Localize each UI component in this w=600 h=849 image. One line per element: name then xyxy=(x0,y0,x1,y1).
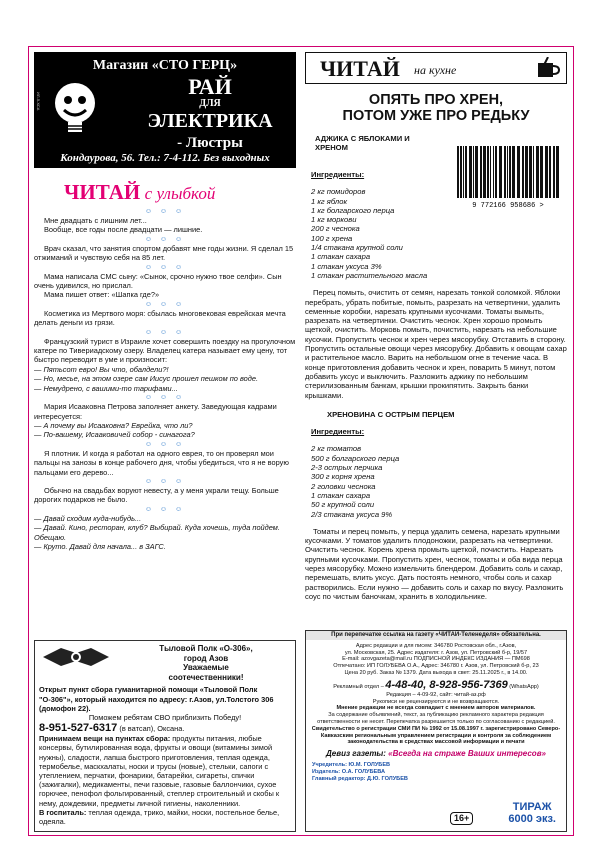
ingredient-item: 300 г корня хрена xyxy=(311,472,375,482)
ingredient-item: 1 стакан сахара xyxy=(311,490,371,500)
regiment-box xyxy=(34,640,296,832)
barcode-bar xyxy=(549,146,551,198)
smiley-icons: ☺ ☺ ☺ xyxy=(144,300,186,308)
imprint-line: E-mail: azovgazeta@mail.ru ПОДПИСНОЙ ИНДЕКС ИЗДАНИЯ — ПМ698 xyxy=(342,656,530,663)
ad-line2: ДЛЯ xyxy=(199,98,221,109)
barcode-bar xyxy=(553,146,555,198)
joke-line: Мама пишет ответ: «Шапка где?» xyxy=(44,290,160,300)
barcode-bar xyxy=(480,146,482,198)
cup-icon xyxy=(536,57,560,79)
barcode-bar xyxy=(517,146,520,198)
recipe-1-title: АДЖИКА С ЯБЛОКАМИ И ХРЕНОМ xyxy=(315,134,410,152)
ingredient-item: 200 г чеснока xyxy=(311,224,360,234)
regiment-call: Поможем ребятам СВО приблизить Победу! xyxy=(88,712,242,722)
ingredients-label-2: Ингредиенты: xyxy=(311,427,365,437)
emblem-icon xyxy=(41,644,111,670)
barcode-bar xyxy=(493,146,494,198)
ingredient-item: 1 кг яблок xyxy=(311,196,348,206)
kitchen-logo xyxy=(305,52,567,84)
joke-line: — Пятьсот евро! Вы что, обалдели?! xyxy=(34,364,169,374)
staff-founder: Учредитель: Ю.М. ГОЛУБЕВ xyxy=(312,762,391,769)
ingredients-list-2 xyxy=(311,444,567,518)
age-rating-badge: 16+ xyxy=(450,812,473,825)
ingredient-item: 1 кг болгарского перца xyxy=(311,205,395,215)
joke-line: Мария Исааковна Петрова заполняет анкету. Заведующая кадрами интересуется: xyxy=(34,402,277,421)
barcode-bar xyxy=(545,146,548,198)
barcode-bar xyxy=(475,146,478,198)
regiment-items xyxy=(39,734,291,808)
joke-line: Мне двадцать с лишним лет... xyxy=(44,216,147,225)
imprint-box xyxy=(305,630,567,832)
barcode-bar xyxy=(487,146,489,198)
barcode-bar xyxy=(490,146,491,198)
lightbulb-icon xyxy=(44,78,106,140)
motto-label: Девиз газеты: xyxy=(326,749,386,759)
joke-line: Я плотник. И когда я работал на одного еврея, то он проверял мои пальцы на занозы в конце рабочего дня, чтобы убедиться, что я не ворую пальцами его дерево... xyxy=(34,448,289,477)
barcode-bar xyxy=(522,146,524,198)
logo-main: ЧИТАЙ xyxy=(320,56,400,81)
barcode-bar xyxy=(536,146,539,198)
regiment-greeting-2: соотечественники! xyxy=(168,672,244,682)
ingredient-item: 1 стакан сахара xyxy=(311,252,371,262)
barcode-bar xyxy=(463,146,464,198)
barcode-bar xyxy=(495,146,497,198)
ad-code: ИЛ-5-ХСА xyxy=(36,92,41,111)
ingredient-item: 500 г болгарского перца xyxy=(311,453,400,463)
ingredient-item: 1 кг моркови xyxy=(311,215,357,225)
regiment-items-text: продукты питания, любые консервы, бутилированная вода, фрукты и овощи (витамины зимой нужны), сладости, лапша быстрого приготовления, теплая одежда, термобелье, маскхалаты, носки и трусы (новые), стельки, сапоги с утеплением, перчатки, фонарики, батарейки, сигареты, спички (зажигалки), медикаменты, печи газовые, газовые баллончики, сухое горючее, пенофол фольгированный, степлер строительный и скобы к нему, дождевики, предметы личной гигиены, наколенники. xyxy=(39,734,280,808)
barcode-bar xyxy=(529,146,532,198)
regiment-hospital-lead: В госпиталь: xyxy=(39,807,87,817)
regiment-phone-note: (в ватсап), Оксана. xyxy=(119,724,185,734)
joke-line: Врач сказал, что занятия спортом добавят мне годы жизни. Я сделал 15 отжиманий и чувствую себя на 85 лет. xyxy=(34,243,294,263)
smiley-icons: ☺ ☺ ☺ xyxy=(144,208,186,215)
left-column xyxy=(34,52,296,832)
joke-line: — Но, месье, на этом озере сам Иисус прошел пешком по воде. xyxy=(34,374,259,384)
ad-slogan xyxy=(126,76,294,152)
ingredient-item: 100 г хрена xyxy=(311,233,353,243)
recipe-2-title: ХРЕНОВИНА С ОСТРЫМ ПЕРЦЕМ xyxy=(327,409,455,419)
barcode-bar xyxy=(499,146,502,198)
staff-editor: Главный редактор: Д.Ю. ГОЛУБЕВ xyxy=(312,775,408,782)
joke-line: — Немудрено, с вашими-то тарифами... xyxy=(34,383,178,393)
joke-line: — А почему вы Исааковна? Еврейка, что ли? xyxy=(34,420,193,430)
tirage-value: 6000 экз. xyxy=(508,813,556,825)
smiley-icons: ☺ ☺ ☺ xyxy=(144,477,186,485)
ingredient-item: 2 головки чеснока xyxy=(311,481,376,491)
regiment-heading xyxy=(121,644,291,682)
smiley-icons: ☺ ☺ ☺ xyxy=(144,440,186,448)
barcode-bar xyxy=(540,146,543,198)
humor-heading xyxy=(64,180,296,205)
barcode-bar xyxy=(509,146,511,198)
barcode-bar xyxy=(507,146,508,198)
imprint-note: Мнение редакции не всегда совпадает с мнением авторов материалов. xyxy=(336,705,536,712)
ad-line3: ЭЛЕКТРИКА xyxy=(147,110,273,132)
barcode-bar xyxy=(525,146,528,198)
barcode-bar xyxy=(457,146,459,198)
ingredient-item: 2/3 стакана уксуса 9% xyxy=(311,509,393,519)
imprint-line: Отпечатано: ИП ГОЛУБЕВА О.А., Адрес: 346780 г. Азов, ул. Петровский б-р, 23 xyxy=(333,663,539,670)
staff-publisher: Издатель: О.А. ГОЛУБЕВА xyxy=(312,768,386,775)
barcode-bar xyxy=(483,146,486,198)
ad-department-whatsapp: (WhatsApp) xyxy=(509,683,539,690)
staff-list xyxy=(306,762,566,782)
ingredients-label-1: Ингредиенты: xyxy=(311,170,365,179)
barcode-bar xyxy=(512,146,515,198)
article-headline xyxy=(305,92,567,124)
humor-subtitle: с улыбкой xyxy=(144,184,216,203)
imprint-note: За содержание объявлений, текст, за публикацию рекламного характера редакция ответственности не несет. Перепечатка разрешается только по согласованию с редакцией. xyxy=(317,712,555,725)
smiley-icons: ☺ ☺ ☺ xyxy=(144,505,186,513)
joke-line: Обычно на свадьбах воруют невесту, а у меня украли тещу. Больше дорогих подарков не было. xyxy=(34,485,279,505)
logo-sub: на кухне xyxy=(414,63,457,77)
jokes-list xyxy=(34,207,296,551)
barcode-bar xyxy=(473,146,474,198)
imprint-line: ул. Московская, 25. Адрес издателя: г. Азов, ул. Петровский б-р, 19/57 xyxy=(344,649,528,656)
regiment-greeting: Уважаемые xyxy=(183,663,229,673)
ingredient-item: 1/4 стакана крупной соли xyxy=(311,243,403,253)
recipe-2-text: Томаты и перец помыть, у перца удалить семена, нарезать крупными кусочками. У томатов удалить плодоножки, разрезать на четвертинки. Очистить чеснок. Корень хрена промыть щеткой, почистить. Нарезать крупными кусочками. Пропустить хрен, чеснок, томаты и оба вида перца через мясорубку. Можно измельчить блендером. Добавить соль и сахар, перемешать, влить уксус. Дать постоять немного, чтобы соль и сахар растворились. Если нужно — добавить соль и сахар по вкусу. Разложить соус по чистым баночкам, хранить в холодильнике. xyxy=(305,526,564,601)
barcode-bar xyxy=(533,146,534,198)
ingredient-item: 2 кг помидоров xyxy=(311,187,366,197)
joke-line: — Круто. Давай для начала... в ЗАГС. xyxy=(34,541,166,551)
ingredient-item: 1 стакан растительного масла xyxy=(311,270,428,280)
barcode-bar xyxy=(465,146,467,198)
ingredient-item: 1 стакан уксуса 3% xyxy=(311,261,382,271)
regiment-title: Тыловой Полк «О-306», xyxy=(159,644,253,653)
regiment-phone: 8-951-527-6317 xyxy=(39,722,118,735)
ad-line1: РАЙ xyxy=(188,74,232,99)
headline-line-2: ПОТОМ УЖЕ ПРО РЕДЬКУ xyxy=(342,108,530,124)
store-ad xyxy=(34,52,296,168)
joke-line: — По-вашему, Исааковичей собор - синагога? xyxy=(34,430,195,440)
joke-line: — Давай. Кино, ресторан, клуб? Выбирай. Куда хочешь, туда пойдем. Обещаю. xyxy=(34,523,280,542)
imprint-note: Свидетельство о регистрации СМИ ПИ № 1992 от 15.08.1997 г. зарегистрировано Северо-Кавказским региональным управлением регистрации и контроля за соблюдением законодательства в средствах массовой информации и печати xyxy=(311,725,561,746)
imprint-line: Цена 20 руб. Заказ № 1379. Дата выхода в свет: 25.11.2025 г., в 14.00. xyxy=(344,669,528,676)
ad-line4: - Люстры xyxy=(177,135,243,151)
store-name: Магазин «СТО ГЕРЦ» xyxy=(92,58,238,73)
barcode-bar xyxy=(469,146,472,198)
joke-line: Французский турист в Израиле хочет совершить поездку на прогулочном катере по Тивериадскому озеру. Владелец катера называет ему цену, тот быстро переводит в уме и произносит: xyxy=(34,336,296,365)
barcode-bar xyxy=(460,146,462,198)
store-address: Кондаурова, 56. Тел.: 7-4-112. Без выходных xyxy=(60,152,270,164)
regiment-address: Открыт пункт сбора гуманитарной помощи «Тыловой Полк "О-306"», который находится по адресу: г.Азов, ул.Толстого 306 (домофон 22). xyxy=(39,685,274,713)
imprint-top: При перепечатке ссылка на газету «ЧИТАЙ-Теленеделя» обязательна. xyxy=(306,631,566,640)
editorial-phone: Редакция – 4-09-92, сайт: читай-аз.рф xyxy=(386,691,486,698)
right-column xyxy=(305,52,567,832)
ingredient-item: 50 г крупной соли xyxy=(311,500,375,510)
recipe-1-text: Перец помыть, очистить от семян, нарезать тонкой соломкой. Яблоки перебрать, убрать побитые, помыть, разрезать на четвертинки, удалить семенные коробки, нарезать крупными кусочками. Томаты вымыть, разрезать на четвертинки. Очистить чеснок. Хрен хорошо промыть щеткой, очистить. Морковь помыть, почистить, нарезать на небольшие кусочки. Пропустить чеснок и хрен через мясорубку. Отставить в сторону. Пропустить остальные овощи через мясорубку. Добавить к овощам сахар и растительное масло. Варить на небольшом огне в течение часа. В конце приготовления добавить чеснок и хрен, поварить 5 минут, потом добавить уксус и выключить. Разложить аджику по небольшим стерилизованным банкам, крышки прокипятить. Закрыть банки крышками. xyxy=(305,288,567,400)
motto-text: «Всегда на страже Ваших интересов» xyxy=(388,749,546,759)
ad-department xyxy=(306,679,566,692)
motto xyxy=(306,749,566,759)
smiley-icons: ☺ ☺ ☺ xyxy=(144,394,186,402)
ingredient-item: 2-3 острых перчика xyxy=(311,463,383,473)
smiley-icons: ☺ ☺ ☺ xyxy=(144,235,186,243)
joke-line: Мама написала СМС сыну: «Сынок, срочно нужно твое селфи». Сын очень удивился, но прислал. xyxy=(34,271,282,291)
smiley-icons: ☺ ☺ ☺ xyxy=(144,263,186,271)
recipe-body xyxy=(305,170,567,601)
joke-line: Косметика из Мертвого моря: сбылась многовековая еврейская мечта делать деньги из грязи. xyxy=(34,308,286,328)
tirage-label: ТИРАЖ xyxy=(512,801,552,813)
headline-line-1: ОПЯТЬ ПРО ХРЕН, xyxy=(368,92,504,108)
ad-department-label: Рекламный отдел – xyxy=(333,683,384,690)
ad-department-phones: 4-48-40, 8-928-956-7369 xyxy=(385,678,508,691)
regiment-hospital-text: теплая одежда, трико, майки, носки, постельное белье, одеяла. xyxy=(39,807,280,827)
barcode-bar xyxy=(504,146,506,198)
barcode-bar xyxy=(556,146,559,198)
imprint-note: Рукописи не рецензируются и не возвращаются. xyxy=(372,698,500,705)
ingredient-item: 2 кг томатов xyxy=(311,444,362,454)
regiment-phone-line xyxy=(39,722,291,734)
barcode xyxy=(453,144,563,210)
regiment-hospital xyxy=(39,808,291,826)
joke-line: — Давай сходим куда-нибудь... xyxy=(34,513,142,523)
barcode-number: 9 772166 958686 > xyxy=(472,202,544,210)
tirage xyxy=(508,801,556,825)
regiment-items-lead: Принимаем вещи на пунктах сбора: xyxy=(39,734,171,744)
humor-title: ЧИТАЙ xyxy=(64,180,141,204)
regiment-city: город Азов xyxy=(183,653,229,663)
smiley-icons: ☺ ☺ ☺ xyxy=(144,328,186,336)
imprint-line: Адрес редакции и для писем: 346780 Ростовская обл., г.Азов, xyxy=(355,642,517,649)
joke-line: Вообще, все годы после двадцати — лишние. xyxy=(44,225,203,235)
